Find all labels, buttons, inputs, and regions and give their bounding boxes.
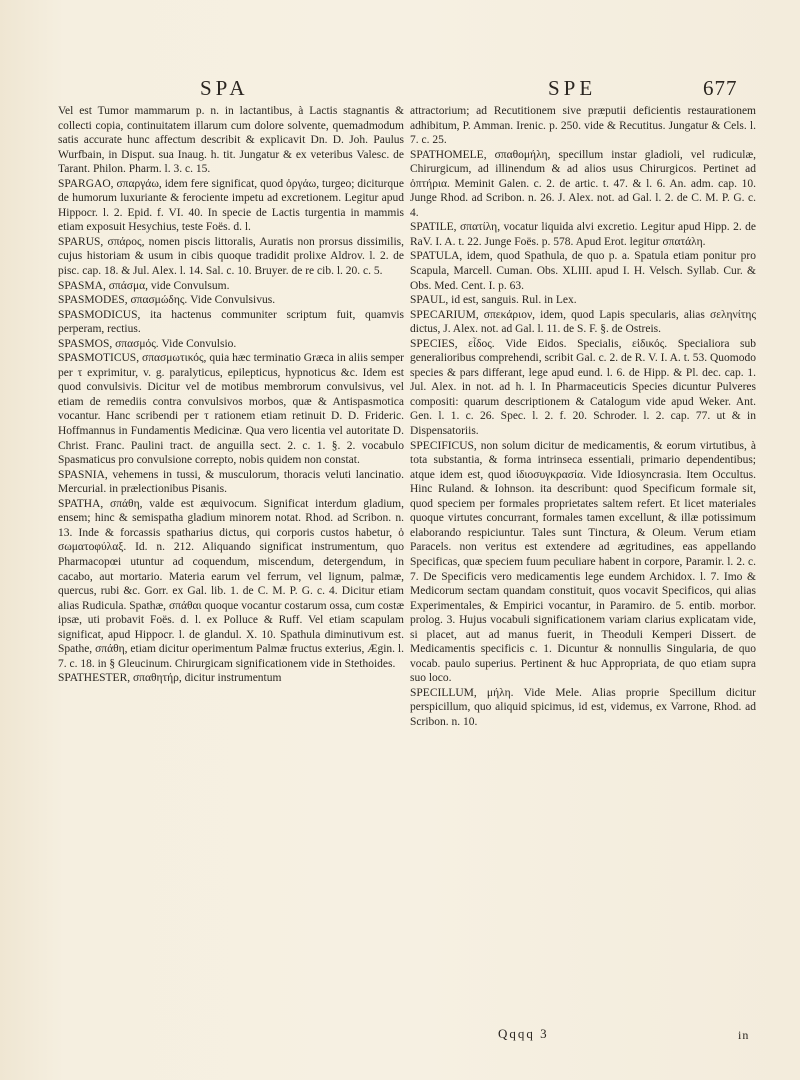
signature-mark: Qqqq 3 xyxy=(498,1026,549,1041)
entry-spasmodes: SPASMODES, σπασμώδης. Vide Convulsivus. xyxy=(58,294,276,307)
entry-specificus: SPECIFICUS, non solum dicitur de medicamentis, & eorum virtutibus, à tota substantia, & forma intrinseca essentiali, primario dependentibus; atque idem est, quod ἰδιοσυγκρασία. Vide Idiosyncrasia. Item Occultus. Hinc Ruland. & Iohnson. ita describunt: quod Specificum formale sit, quod speciem per formales proprietates saltem refert. Et licet materiales quoque virtutes concurrant, formales tamen excellunt, & illæ potissimum elaborando respiciuntur. Tales sunt Tinctura, & Oleum. Verum etiam Paracels. non veritus est extendere ad ægritudines, eas appellando Specificas, quæ speciem fuum peculiare habent in corpore, Paramir. l. 2. c. 7. De Specificis vero medicamentis lege eundem Archidox. l. 7. Imo & Medicorum sectam quandam constituit, quos vocavit Specificos, qui alias Experimentales, & Empirici vocantur, in Paramiro. de 5. entib. morbor. prolog. 3. Hujus vocabuli significationem variam clarius explicatam vide, si placet, aut ad manus fuerit, in Theoduli Kemperi Dissert. de Medicamentis specificis c. 1. Dicuntur & nonnullis Singularia, de quo vocab. paulo superius. Pertinent & huc Appropriata, de quo etiam supra suo loco. xyxy=(410,439,756,685)
entry-spargao: SPARGAO, σπαργάω, idem fere significat, quod ὀργάω, turgeo; diciturque de humorum luxuriante & ferociente impetu ad excretionem. Legitur apud Hippocr. l. 2. Epid. f. VI. 40. In specie de Lactis turgentia in mammis etiam exposuit Hesychius, teste Foës. d. l. xyxy=(58,177,404,234)
entry-spatula: SPATULA, idem, quod Spathula, de quo p. a. Spatula etiam ponitur pro Scapula, Marcell. Cuman. Obs. XLIII. apud I. H. Velsch. Syllab. Cur. & Obs. Med. Cent. I. p. 63. xyxy=(410,250,756,292)
entry-specarium: SPECARIUM, σπεκάριον, idem, quod Lapis specularis, alias σεληνίτης dictus, J. Alex. not. ad Gal. l. 11. de S. F. §. de Ostreis. xyxy=(410,308,756,336)
right-column xyxy=(410,104,756,730)
entry-spasmos: SPASMOS, σπασμός. Vide Convulsio. xyxy=(58,337,237,350)
entry-spatha: SPATHA, σπάθη, valde est æquivocum. Significat interdum gladium, ensem; hinc & semispatha gladium minorem notat. Rhod. ad Scribon. n. 13. Inde & forcassis spatharius dictus, qui corporis custos habetur, ὁ σωματοφύλαξ. Id. n. 212. Aliquando significat instrumentum, quo Pharmacopœi utuntur ad coquendum, miscendum, detergendum, in cacabo, aut mortario. Materia earum vel ferrum, vel lignum, palmæ, quercus, rubi &c. Gorr. ex Gal. lib. 1. de C. M. P. G. c. 4. Dicitur etiam alias Rudicula. Spathæ, σπάθαι quoque vocantur costarum ossa, cum costæ ipsæ, uti probavit Foës. d. l. ex Polluce & Ruff. Vel etiam scapulam significat, apud Hippocr. l. de glandul. X. 10. Spathula diminutivum est. Spathe, σπάθη, etiam dicitur operimentum Palmæ fructus exterius, Ægin. l. 7. c. 18. in § Gleucinum. Chirurgicam significationem vide in Stethoides. xyxy=(58,497,404,670)
entry-spathomele: SPATHOMELE, σπαθομήλη, specillum instar gladioli, vel rudiculæ, Chirurgicum, ad illinendum & ad alios usus Chirurgicos. Pertinet ad ὀπτήρια. Meminit Galen. c. 2. de artic. t. 47. & l. 6. An. adm. cap. 10. Junge Rhod. ad Scribon. n. 26. J. Alex. not. ad Gal. l. 2. de C. M. P. G. c. 4. xyxy=(410,148,756,219)
entry-specillum: SPECILLUM, μήλη. Vide Mele. Alias proprie Specillum dicitur perspicillum, quo aliquid spicimus, id est, videmus, ex Varrone, Rhod. ad Scribon. n. 10. xyxy=(410,686,756,728)
entry-sparus: SPARUS, σπάρος, nomen piscis littoralis, Auratis non prorsus dissimilis, cujus historiam & usum in cibis quoque tradidit prolixe Aldrov. l. 2. de pisc. cap. 18. & Jul. Alex. l. 14. Sal. c. 10. Bruyer. de re cib. l. 20. c. 5. xyxy=(58,235,404,278)
catchword: in xyxy=(738,1028,750,1042)
running-head-right: SPE xyxy=(548,76,597,100)
entry-spasmoticus: SPASMOTICUS, σπασμωτικός, quia hæc terminatio Græca in aliis semper per τ exprimitur, v. g. paralyticus, epilepticus, hypnoticus &c. Idem est quod convulsivis. Dicitur vel de motibus membrorum convulsivus, vel etiam de remediis contra convulsivos morbos, quæ & Antispasmotica vocantur. Hanc scribendi per τ rationem etiam retinuit D. D. Frideric. Hoffmannus in Fundamentis Medicinæ. Qua vero licentia vel autoritate D. Christ. Franc. Paulini tract. de anguilla sect. 2. c. 1. §. 2. vocabulo Spasmaticus pro convulsione correpto, nobis quidem non constat. xyxy=(58,352,404,467)
entry-spasma: SPASMA, σπάσμα, vide Convulsum. xyxy=(58,279,230,292)
entry-continuation: attractorium; ad Recutitionem sive præputii deficientis restaurationem adhibitum, P. Amman. Irenic. p. 250. vide & Recutitus. Jungatur & Cels. l. 7. c. 25. xyxy=(410,105,756,147)
page-number: 677 xyxy=(703,76,738,100)
left-column xyxy=(58,104,404,686)
entry-spasmodicus: SPASMODICUS, ita hactenus communiter scriptum fuit, quamvis perperam, rectius. xyxy=(58,308,404,336)
entry-paragraph: Vel est Tumor mammarum p. n. in lactantibus, à Lactis stagnantis & collecti copia, continuitatem illarum cum dolore solvente, quemadmodum satis accurate hunc affectum describit & explicavit Dn. D. Joh. Paulus Wurfbain, in Disput. sua Inaug. h. tit. Jungatur & ex veteribus Valesc. de Tarant. Philon. Pharm. l. 3. c. 15. xyxy=(58,105,404,176)
entry-spasnia: SPASNIA, vehemens in tussi, & musculorum, thoracis veluti lancinatio. Mercurial. in prælectionibus Pisanis. xyxy=(58,468,404,496)
entry-spaul: SPAUL, id est, sanguis. Rul. in Lex. xyxy=(410,294,577,307)
running-head-left: SPA xyxy=(200,76,249,100)
entry-spatile: SPATILE, σπατίλη, vocatur liquida alvi excretio. Legitur apud Hipp. 2. de RaV. I. A. t. 22. Junge Foës. p. 578. Apud Erot. legitur σπατάλη. xyxy=(410,221,756,248)
entry-spathester: SPATHESTER, σπαθητήρ, dicitur instrumentum xyxy=(58,672,282,685)
entry-species: SPECIES, εἶδος. Vide Eidos. Specialis, εἰδικός. Specialiora sub generalioribus comprehendi, scribit Gal. c. 2. de R. V. I. A. t. 53. Quomodo species & pars differant, lege apud eund. l. 6. de Hipp. & Pl. dec. cap. 1. Jul. Alex. in not. ad h. l. In Pharmaceuticis Species dicuntur Pulveres compositi: quarum descriptionem & Catalogum vide apud Weker. Ant. Gen. l. 1. c. 26. Spec. l. 2. f. 20. Schroder. l. 2. cap. 77. ut & in Dispensatoriis. xyxy=(410,337,756,438)
